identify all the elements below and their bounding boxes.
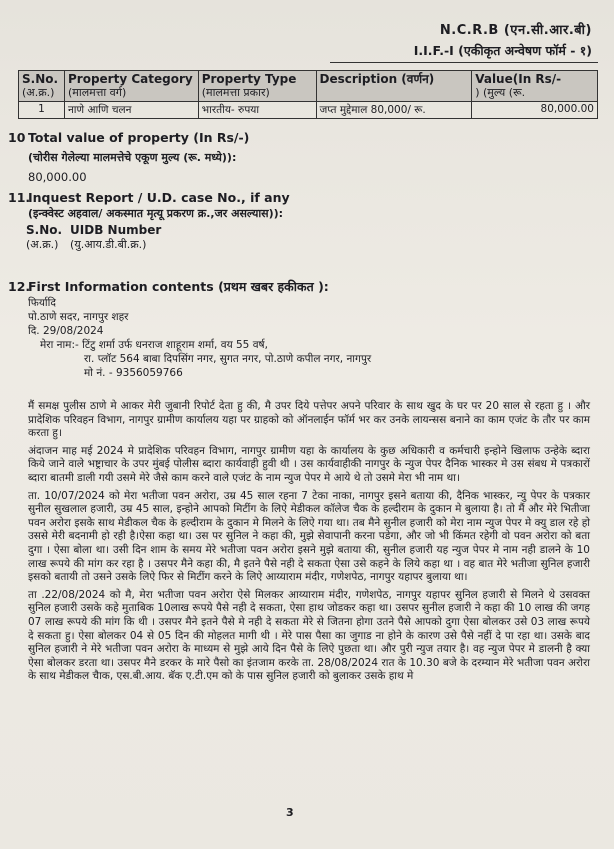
- fir-line: दि. 29/08/2024: [28, 325, 104, 337]
- header-category: Property Category (मालमत्ता वर्ग): [64, 71, 198, 102]
- section-10-subtitle: (चोरीस गेलेल्या मालमत्तेचे एकूण मुल्य (रू. मध्ये)):: [28, 151, 237, 164]
- header-description: Description (वर्णन): [316, 71, 472, 102]
- form-title: I.I.F.-I (एकीकृत अन्वेषण फॉर्म - १): [413, 43, 592, 58]
- paragraph: मैं समक्ष पुलीस ठाणे मे आकर मेरी जुबानी रिपोर्ट देता हु की, मै उपर दिये पत्तेपर अपने परिवार के साथ खुद के घर पर 20 साल से रहता हु । और प्रादेशिक परिवहन विभाग, नागपुर ग्रामीण कार्यालय यहा पर ग्राहको को ऑनलाईन फॉर्म भर कर उनके लायन्सस बनाने का काम एजंट के तौर पर काम करता हु।: [28, 400, 590, 440]
- fir-line: पो.ठाणे सदर, नागपुर शहर: [28, 311, 129, 323]
- fir-header-block: [28, 296, 588, 380]
- complainant-name: मेरा नाम:- टिंटु शर्मा उर्फ धनराज शाहूराम शर्मा, वय 55 वर्ष,: [40, 339, 268, 351]
- ncrb-header: N.C.R.B (एन.सी.आर.बी): [439, 23, 592, 38]
- header-sno: S.No. (अ.क्र.): [19, 71, 65, 102]
- fir-line: फिर्यादि: [28, 297, 56, 309]
- uidb-sno-header: S.No. (अ.क्र.): [26, 223, 63, 251]
- table-row: [19, 102, 598, 119]
- cell-description: जप्त मुद्देमाल 80,000/ रू.: [316, 102, 472, 119]
- property-table: [18, 70, 598, 119]
- header-rule: [330, 62, 598, 63]
- cell-value: 80,000.00: [472, 102, 598, 119]
- section-10-title: 10 Total value of property (In Rs/-): [8, 130, 250, 145]
- section-11-subtitle: (इन्क्वेस्ट अहवाल/ अकस्मात मृत्यू प्रकरण क्र.,जर असल्यास)):: [28, 207, 284, 220]
- paragraph: ता. 10/07/2024 को मेरा भतीजा पवन अरोरा, उम्र 45 साल रहना 7 टेका नाका, नागपुर इसने बताया की, दैनिक भास्कर, न्यु पेपर के पत्रकार सुनील सुखलाल हजारी, उम्र 45 साल, इन्होने आपको मिटींग के लिऐ मेडीकल कॉलेज चैक के हल्दीराम के दुकान मे बुलाया है। तो मैं और मेरे भितीजा पवन अरोरा इसके साथ मेडीकल चैक के हल्दीराम के दुकान मे मिलने के लिऐ गया था। तब मैने सुनील हजारी को मेरा नाम न्युज पेपर मे क्यु डाल रहे हो उससे मेरी बदनामी हो रही है।ऐसा कहा था। उस पर सुनिल ने कहा की, मुझे सेवापानी करना पडेगा, और जो भी किंमत रहेगी वो पवन अरोरा को बता दुगा । ऐसा बोला था। उसी दिन शाम के समय मेरे भतीजा पवन अरोरा इसने मुझे बताया की, सुनील हजारी यह न्युज पेपर मे नाम नही डालने के 10 लाख रूपये की मांग कर रहा है । उसपर मैने कहा की, मै इतने पैसे नही दे सकता ऐसा उसे कहने के लिये कहा था । वह बात मेरे भतीजा सुनिल हजारी इसको बतायी तो उसने उसके लिऐ फिर से मिटींग करने के लिऐ आय्याराम मंदीर, गणेशपेठ, नागपुर यहापर बुलाया था।: [28, 489, 590, 584]
- section-11-title: 11.Inquest Report / U.D. case No., if any: [8, 190, 290, 205]
- uidb-number-header: UIDB Number (यु.आय.डी.बी.क्र.): [70, 223, 162, 251]
- cell-category: नाणे आणि चलन: [64, 102, 198, 119]
- header-type: Property Type (मालमत्ता प्रकार): [198, 71, 316, 102]
- paragraph: ता .22/08/2024 को मै, मेरा भतीजा पवन अरोरा ऐसे मिलकर आय्याराम मंदीर, गणेशपेठ, नागपुर यहापर सुनिल हजारी से मिलने थे उसवक्त सुनिल हजारी उसके कहे मुताबिक 10लाख रूपये पैसे नही दे सकता, ऐसा हाथ जोडकर कहा था। उसपर सुनील हजारी ने कहा की 10 लाख की जगह 07 लाख रूपये की मांग कि थी । उसपर मैने इतने पैसे मे नही दे सकता मेरे से जितना होगा उतने पैसे आपको दुगा ऐसा बोलकर उसे 03 लाख रूपये दे सकता हु। ऐसा बोलकर 04 से 05 दिन की मोहलत मागी थी । मेरे पास पैसा का जुगाड ना होने के कारण उसे पैसे नहीं दे पा रहा था। उसके बाद सुनिल हजारी ने मेरे भतीजा पवन अरोरा के माध्यम से मुझे आये दिन पैसे के लिऐ पुछता था। और पुरी न्युज तयार है। वह न्युज पेपर मे डालनी है क्या ऐसा बोलकर डरता था। उसपर मैने डरकर के मारे पैसो का इंतजाम करके ता. 28/08/2024 रात के 10.30 बजे के दरम्यान मेरे भतीजा पवन अरोरा के साथ मेडीकल चैाक, एस.बी.आय. बॅक ए.टी.एम को के पास सुनिल हजारी को बुलाकर उसके हाथ मे: [28, 588, 590, 683]
- header-value: Value(In Rs/- ) (मुल्य (रू.: [472, 71, 598, 102]
- uidb-table: [26, 222, 169, 253]
- total-value: 80,000.00: [28, 170, 87, 184]
- page-number: 3: [286, 806, 294, 819]
- complainant-mobile: मो नं. - 9356059766: [84, 367, 183, 379]
- cell-sno: 1: [19, 102, 65, 119]
- complainant-address: रा. प्लॉट 564 बाबा दिपसिंग नगर, सुगत नगर, पो.ठाणे कपील नगर, नागपुर: [84, 353, 372, 365]
- fir-body: [28, 400, 590, 688]
- paragraph: अंदाजन माह मई 2024 मे प्रादेशिक परिवहन विभाग, नागपुर ग्रामीण यहा के कार्यालय के कुछ अधिकारी व कर्मचारी इन्होने खिलाफ उन्हेके ब्दारा किये जाने वाले भष्ट्राचार के उपर मुंबई पोलीस ब्दारा कार्यवाही हुवी थी । उस कार्यवाहीकी नागपुर के न्युज पेपर दैनिक भास्कर मे उस संबध मे पत्रकारों ब्दारा बातमी डाली गयी उसमे मेरे जैसे काम करने वाले एजंट के नाम न्युज पेपर मे आये थे तो उसमे मेरा भी नाम था।: [28, 444, 590, 484]
- property-table-header: [19, 71, 598, 102]
- cell-type: भारतीय- रुपया: [198, 102, 316, 119]
- section-12-title: 12.First Information contents (प्रथम खबर हकीकत ):: [8, 279, 329, 294]
